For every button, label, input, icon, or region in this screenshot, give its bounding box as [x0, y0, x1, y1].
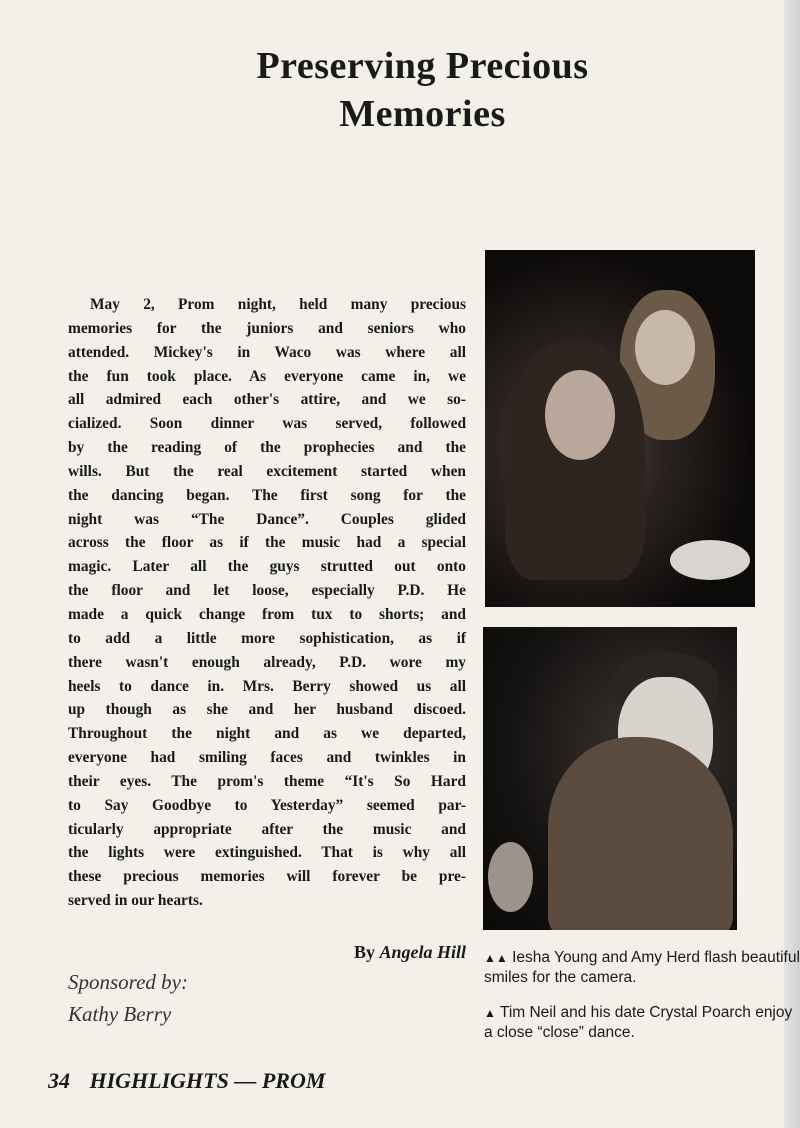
article-line: served in our hearts.	[68, 892, 203, 910]
section-label: HIGHLIGHTS — PROM	[89, 1068, 326, 1093]
article-line: attended. Mickey's in Waco was where all	[68, 343, 466, 361]
article-line: the lights were extinguished. That is why all	[68, 844, 466, 862]
article-line: to add a little more sophistication, as if	[68, 629, 466, 647]
article-body	[68, 293, 466, 913]
double-triangle-icon: ▲▲	[484, 951, 508, 965]
sponsor-label: Sponsored by:	[68, 970, 188, 994]
photo-iesha-amy	[485, 250, 755, 607]
article-line: everyone had smiling faces and twinkles in	[68, 749, 466, 767]
article-line: the fun took place. As everyone came in, we	[68, 367, 466, 385]
article-line: these precious memories will forever be pre-	[68, 868, 466, 886]
byline-prefix: By	[353, 942, 375, 962]
article-line: up though as she and her husband discoed.	[68, 701, 466, 719]
photo-tim-crystal	[483, 627, 737, 930]
article-line: cialized. Soon dinner was served, followed	[68, 415, 466, 433]
byline-author: Angela Hill	[379, 942, 466, 962]
page-title	[180, 42, 665, 138]
caption-text: Iesha Young and Amy Herd flash beautiful smiles for the camera.	[484, 949, 800, 986]
article-line: Throughout the night and as we departed,	[68, 725, 466, 743]
caption-photo-2	[484, 1003, 800, 1043]
article-line: to Say Goodbye to Yesterday” seemed par-	[68, 796, 466, 814]
sponsor-block	[68, 966, 188, 1030]
article-line: May 2, Prom night, held many precious	[90, 296, 466, 313]
triangle-icon: ▲	[484, 1006, 496, 1020]
caption-photo-1	[484, 948, 800, 988]
page-number: 34	[48, 1068, 70, 1093]
page-footer	[48, 1068, 325, 1094]
article-line: wills. But the real excitement started when	[68, 462, 466, 480]
article-line: heels to dance in. Mrs. Berry showed us all	[68, 677, 466, 695]
caption-text: Tim Neil and his date Crystal Poarch enjoy a close “close” dance.	[484, 1004, 793, 1041]
title-line-2: Memories	[339, 93, 506, 135]
article-line: made a quick change from tux to shorts; and	[68, 605, 466, 623]
article-line: there wasn't enough already, P.D. wore my	[68, 653, 466, 671]
article-line: all admired each other's attire, and we so-	[68, 391, 466, 409]
sponsor-name: Kathy Berry	[68, 1002, 172, 1026]
article-line: memories for the juniors and seniors who	[68, 319, 466, 337]
article-line: by the reading of the prophecies and the	[68, 439, 466, 457]
article-line: night was “The Dance”. Couples glided	[68, 510, 466, 528]
title-line-1: Preserving Precious	[256, 45, 589, 87]
article-line: the dancing began. The first song for the	[68, 486, 466, 504]
article-line: the floor and let loose, especially P.D. He	[68, 582, 466, 600]
article-line: magic. Later all the guys strutted out onto	[68, 558, 466, 576]
article-line: their eyes. The prom's theme “It's So Hard	[68, 772, 466, 790]
article-line: across the floor as if the music had a special	[68, 534, 466, 552]
byline	[300, 942, 466, 963]
article-line: ticularly appropriate after the music and	[68, 820, 466, 838]
